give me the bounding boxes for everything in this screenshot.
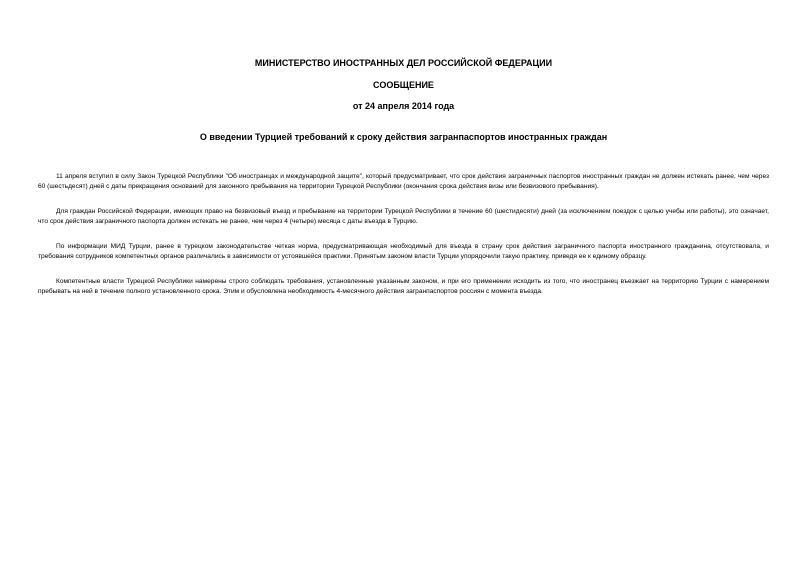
paragraph-4: Компетентные власти Турецкой Республики намерены строго соблюдать требования, установленные указанным законом, и при его применении исходить из того, что иностранец въезжает на территорию Турции с намерением пребывать на ней в течение полного установленного срока. Этим и обусловлена необходимость 4-месячного действия загранпаспортов россиян с момента въезда.	[38, 278, 769, 295]
paragraph-3: По информации МИД Турции, ранее в турецком законодательстве четкая норма, предусматривающая необходимый для въезда в страну срок действия заграничного паспорта иностранного гражданина, отсутствовала, и требования сотрудников компетентных органов различались в зависимости от устоявшейся практики. Принятым законом власти Турции упорядочили такую практику, приведя ее к единому образцу.	[38, 243, 769, 260]
ministry-heading: МИНИСТЕРСТВО ИНОСТРАННЫХ ДЕЛ РОССИЙСКОЙ ФЕДЕРАЦИИ	[254, 58, 553, 68]
document-type-heading: СООБЩЕНИЕ	[373, 80, 434, 90]
document-date: от 24 апреля 2014 года	[352, 101, 455, 111]
paragraph-2: Для граждан Российской Федерации, имеющих право на безвизовый въезд и пребывание на территории Турецкой Республики в течение 60 (шестидесяти) дней (за исключением поездок с целью учебы или работы), это означает, что срок действия заграничного паспорта должен истекать не ранее, чем через 4 (четыре) месяца с даты въезда в Турцию.	[38, 208, 769, 225]
document-body	[38, 172, 769, 312]
paragraph-1: 11 апреля вступил в силу Закон Турецкой Республики "Об иностранцах и международной защите", который предусматривает, что срок действия заграничных паспортов иностранных граждан не должен истекать ранее, чем через 60 (шестьдесят) дней с даты прекращения оснований для законного пребывания на территории Турецкой Республики (окончания срока действия визы или безвизового пребывания).	[38, 173, 769, 190]
document-title: О введении Турцией требований к сроку действия загранпаспортов иностранных граждан	[199, 132, 608, 142]
